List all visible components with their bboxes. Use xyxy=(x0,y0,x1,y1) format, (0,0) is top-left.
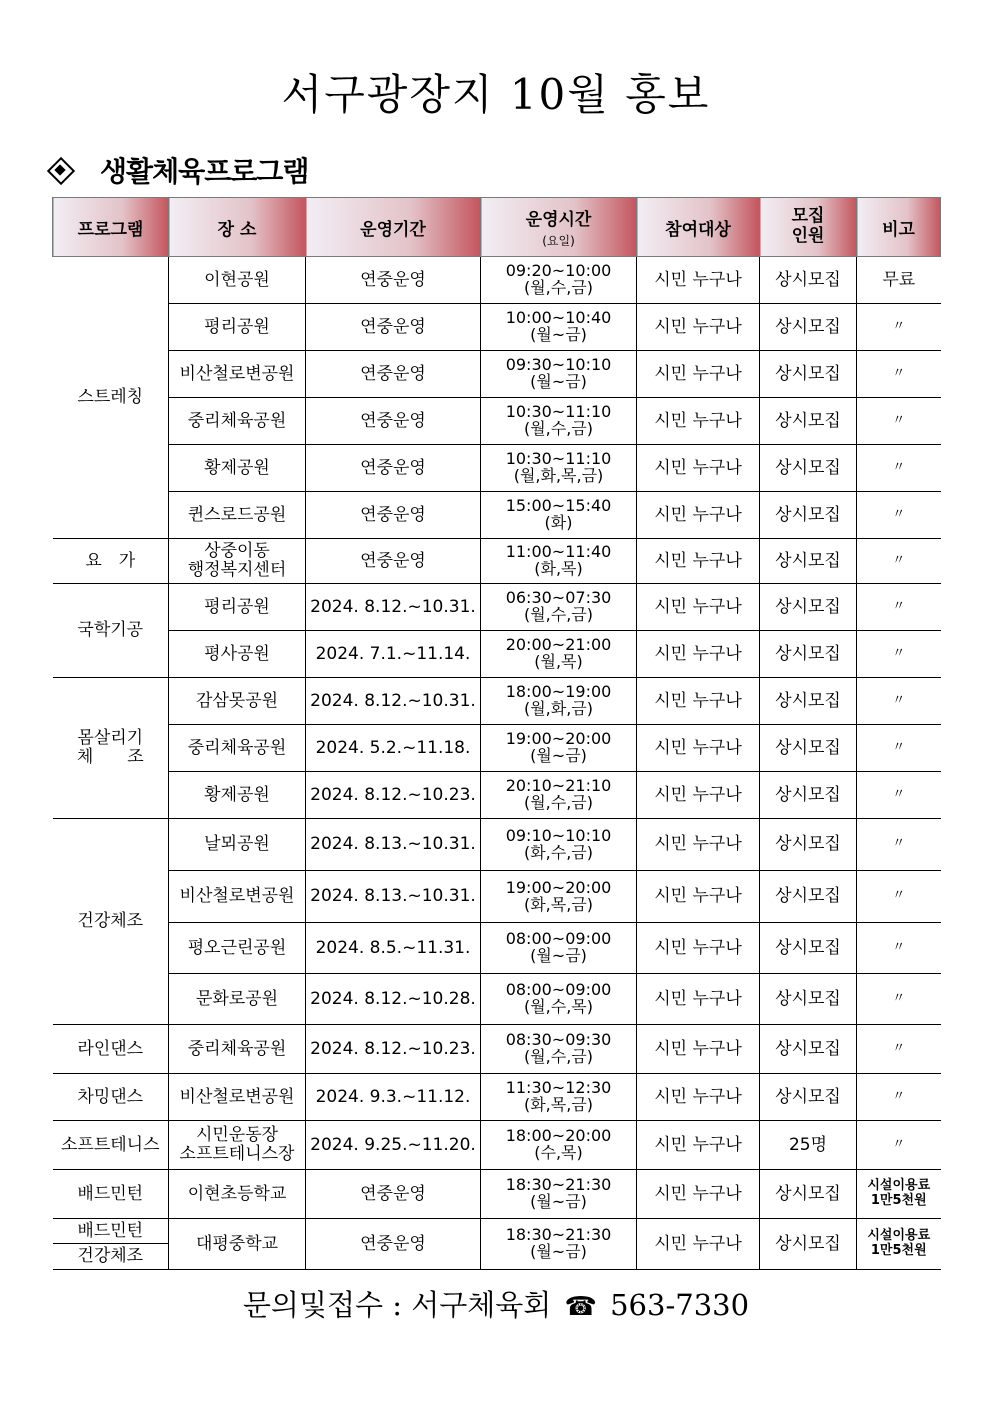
period-cell: 2024. 8.5.~11.31. xyxy=(306,923,481,974)
schedule-cell xyxy=(481,539,637,584)
recruit-cell: 상시모집 xyxy=(760,1219,857,1270)
target-cell: 시민 누구나 xyxy=(637,398,760,445)
days: (화) xyxy=(544,513,573,532)
days: (월,수,금) xyxy=(523,419,594,438)
note-cell: 〃 xyxy=(857,772,941,819)
place-cell: 시민운동장 소프트테니스장 xyxy=(169,1121,306,1170)
program-cell: 국학기공 xyxy=(53,584,169,678)
target-cell: 시민 누구나 xyxy=(637,871,760,923)
target-cell: 시민 누구나 xyxy=(637,819,760,871)
place-cell: 황제공원 xyxy=(169,445,306,492)
table-row xyxy=(53,351,941,398)
days: (월~금) xyxy=(530,1242,587,1261)
time-range: 18:00~20:00 xyxy=(505,1126,612,1146)
time-range: 10:00~10:40 xyxy=(505,308,612,328)
table-row xyxy=(53,725,941,772)
page-title: 서구광장지 10월 홍보 xyxy=(281,70,711,119)
table-row xyxy=(53,974,941,1025)
target-cell: 시민 누구나 xyxy=(637,492,760,539)
target-cell: 시민 누구나 xyxy=(637,584,760,631)
recruit-cell: 상시모집 xyxy=(760,631,857,678)
note-cell: 〃 xyxy=(857,304,941,351)
table-row xyxy=(53,492,941,539)
place-cell: 평리공원 xyxy=(169,584,306,631)
time-range: 11:00~11:40 xyxy=(505,542,612,562)
recruit-cell: 상시모집 xyxy=(760,1025,857,1074)
period-cell: 2024. 8.12.~10.23. xyxy=(306,772,481,819)
time-range: 08:00~09:00 xyxy=(505,980,612,1000)
place-cell: 비산철로변공원 xyxy=(169,351,306,398)
period-cell: 연중운영 xyxy=(306,304,481,351)
target-cell: 시민 누구나 xyxy=(637,445,760,492)
schedule-cell xyxy=(481,631,637,678)
recruit-cell: 상시모집 xyxy=(760,923,857,974)
program-cell: 요 가 xyxy=(53,539,169,584)
place-cell: 중리체육공원 xyxy=(169,725,306,772)
table-row xyxy=(53,445,941,492)
note-cell: 〃 xyxy=(857,678,941,725)
period-cell: 연중운영 xyxy=(306,1219,481,1270)
time-range: 10:30~11:10 xyxy=(505,402,612,422)
table-row xyxy=(53,631,941,678)
days: (월,수,금) xyxy=(523,793,594,812)
table-row xyxy=(53,304,941,351)
period-cell: 2024. 8.12.~10.23. xyxy=(306,1025,481,1074)
days: (화,목,금) xyxy=(523,1095,594,1114)
days: (월~금) xyxy=(530,746,587,765)
schedule-cell xyxy=(481,772,637,819)
note-cell: 〃 xyxy=(857,398,941,445)
note-cell: 시설이용료 1만5천원 xyxy=(857,1219,941,1270)
days: (수,목) xyxy=(534,1143,583,1162)
time-range: 09:10~10:10 xyxy=(505,825,612,845)
days: (화,수,금) xyxy=(523,842,594,862)
recruit-cell: 상시모집 xyxy=(760,974,857,1025)
schedule-cell xyxy=(481,1025,637,1074)
note-cell: 〃 xyxy=(857,1074,941,1121)
diamond-bullet-icon xyxy=(48,158,72,182)
schedule-cell xyxy=(481,1121,637,1170)
note-cell: 〃 xyxy=(857,725,941,772)
table-row xyxy=(53,819,941,871)
place-cell: 이현공원 xyxy=(169,257,306,304)
target-cell: 시민 누구나 xyxy=(637,257,760,304)
section-heading xyxy=(48,150,308,190)
table-row xyxy=(53,398,941,445)
program-cell: 라인댄스 xyxy=(53,1025,169,1074)
recruit-cell: 상시모집 xyxy=(760,539,857,584)
target-cell: 시민 누구나 xyxy=(637,539,760,584)
note-cell: 〃 xyxy=(857,1025,941,1074)
target-cell: 시민 누구나 xyxy=(637,974,760,1025)
table-row xyxy=(53,923,941,974)
days: (월~금) xyxy=(530,372,587,391)
recruit-cell: 상시모집 xyxy=(760,772,857,819)
place-cell: 평오근린공원 xyxy=(169,923,306,974)
place-cell: 평리공원 xyxy=(169,304,306,351)
schedule-cell xyxy=(481,257,637,304)
table-row xyxy=(53,1121,941,1170)
recruit-cell: 상시모집 xyxy=(760,398,857,445)
schedule-cell xyxy=(481,398,637,445)
note-cell: 시설이용료 1만5천원 xyxy=(857,1170,941,1219)
target-cell: 시민 누구나 xyxy=(637,351,760,398)
note-cell: 〃 xyxy=(857,871,941,923)
phone-number: 563-7330 xyxy=(610,1288,750,1322)
note-cell: 〃 xyxy=(857,351,941,398)
time-range: 09:30~10:10 xyxy=(505,355,612,375)
days: (화,목) xyxy=(534,559,583,578)
note-cell: 〃 xyxy=(857,819,941,871)
days: (화,목,금) xyxy=(523,894,594,914)
schedule-cell xyxy=(481,584,637,631)
table-row xyxy=(53,1074,941,1121)
period-cell: 연중운영 xyxy=(306,539,481,584)
header-target: 참여대상 xyxy=(637,198,760,257)
table-row xyxy=(53,1170,941,1219)
table-row xyxy=(53,871,941,923)
schedule-cell xyxy=(481,351,637,398)
place-cell: 대평중학교 xyxy=(169,1219,306,1270)
note-cell: 〃 xyxy=(857,584,941,631)
table-row xyxy=(53,772,941,819)
period-cell: 2024. 8.12.~10.31. xyxy=(306,678,481,725)
place-cell: 퀸스로드공원 xyxy=(169,492,306,539)
place-cell: 이현초등학교 xyxy=(169,1170,306,1219)
program-cell: 몸살리기 체 조 xyxy=(53,678,169,819)
schedule-cell xyxy=(481,923,637,974)
time-range: 15:00~15:40 xyxy=(505,496,612,516)
telephone-icon: ☎ xyxy=(564,1292,597,1322)
note-cell: 〃 xyxy=(857,923,941,974)
period-cell: 연중운영 xyxy=(306,1170,481,1219)
period-cell: 2024. 7.1.~11.14. xyxy=(306,631,481,678)
period-cell: 2024. 5.2.~11.18. xyxy=(306,725,481,772)
recruit-cell: 상시모집 xyxy=(760,678,857,725)
note-cell: 〃 xyxy=(857,539,941,584)
period-cell: 2024. 8.13.~10.31. xyxy=(306,819,481,871)
section-title: 생활체육프로그램 xyxy=(100,155,309,188)
days: (월,화,금) xyxy=(523,699,594,718)
days: (월~금) xyxy=(530,1192,587,1211)
period-cell: 연중운영 xyxy=(306,492,481,539)
time-range: 08:30~09:30 xyxy=(505,1030,612,1050)
header-time: 운영시간 (요일) xyxy=(481,198,637,257)
program-table xyxy=(52,197,941,1270)
program-name: 배드민턴 xyxy=(53,1219,169,1244)
recruit-cell: 상시모집 xyxy=(760,584,857,631)
recruit-cell: 상시모집 xyxy=(760,725,857,772)
period-cell: 2024. 8.12.~10.31. xyxy=(306,584,481,631)
time-range: 06:30~07:30 xyxy=(505,588,612,608)
schedule-cell xyxy=(481,304,637,351)
program-cell: 건강체조 xyxy=(53,819,169,1025)
note-cell: 무료 xyxy=(857,257,941,304)
days: (월,수,목) xyxy=(523,997,594,1016)
time-range: 18:00~19:00 xyxy=(505,682,612,702)
note-cell: 〃 xyxy=(857,974,941,1025)
time-range: 20:00~21:00 xyxy=(505,635,612,655)
period-cell: 2024. 8.13.~10.31. xyxy=(306,871,481,923)
recruit-cell: 상시모집 xyxy=(760,257,857,304)
target-cell: 시민 누구나 xyxy=(637,1170,760,1219)
time-range: 20:10~21:10 xyxy=(505,776,612,796)
schedule-cell xyxy=(481,1219,637,1270)
period-cell: 2024. 9.25.~11.20. xyxy=(306,1121,481,1170)
table-row xyxy=(53,1219,941,1270)
schedule-cell xyxy=(481,974,637,1025)
time-range: 18:30~21:30 xyxy=(505,1225,612,1245)
note-cell: 〃 xyxy=(857,1121,941,1170)
program-cell: 스트레칭 xyxy=(53,257,169,539)
days: (월,화,목,금) xyxy=(513,466,604,485)
time-range: 10:30~11:10 xyxy=(505,449,612,469)
target-cell: 시민 누구나 xyxy=(637,1074,760,1121)
header-recruit: 모집 인원 xyxy=(760,198,857,257)
note-cell: 〃 xyxy=(857,631,941,678)
days: (월~금) xyxy=(530,325,587,344)
target-cell: 시민 누구나 xyxy=(637,1219,760,1270)
recruit-cell: 상시모집 xyxy=(760,819,857,871)
schedule-cell xyxy=(481,445,637,492)
recruit-cell: 상시모집 xyxy=(760,871,857,923)
target-cell: 시민 누구나 xyxy=(637,1121,760,1170)
recruit-cell: 상시모집 xyxy=(760,1074,857,1121)
schedule-cell xyxy=(481,819,637,871)
time-range: 08:00~09:00 xyxy=(505,929,612,949)
schedule-cell xyxy=(481,678,637,725)
table-header-row xyxy=(53,198,941,257)
place-cell: 문화로공원 xyxy=(169,974,306,1025)
time-range: 09:20~10:00 xyxy=(505,261,612,281)
period-cell: 연중운영 xyxy=(306,351,481,398)
target-cell: 시민 누구나 xyxy=(637,923,760,974)
place-cell: 상중이동 행정복지센터 xyxy=(169,539,306,584)
target-cell: 시민 누구나 xyxy=(637,304,760,351)
header-period: 운영기간 xyxy=(306,198,481,257)
period-cell: 연중운영 xyxy=(306,398,481,445)
contact-label: 문의및접수 : 서구체육회 xyxy=(242,1288,552,1322)
days: (월~금) xyxy=(530,946,587,965)
period-cell: 연중운영 xyxy=(306,445,481,492)
period-cell: 연중운영 xyxy=(306,257,481,304)
header-note: 비고 xyxy=(857,198,941,257)
program-cell: 차밍댄스 xyxy=(53,1074,169,1121)
place-cell: 황제공원 xyxy=(169,772,306,819)
days: (월,목) xyxy=(534,652,583,671)
days: (월,수,금) xyxy=(523,605,594,624)
schedule-cell xyxy=(481,492,637,539)
days: (월,수,금) xyxy=(523,278,594,297)
recruit-cell: 상시모집 xyxy=(760,492,857,539)
note-cell: 〃 xyxy=(857,492,941,539)
recruit-cell: 상시모집 xyxy=(760,304,857,351)
time-range: 18:30~21:30 xyxy=(505,1175,612,1195)
place-cell: 중리체육공원 xyxy=(169,398,306,445)
program-cell: 소프트테니스 xyxy=(53,1121,169,1170)
recruit-cell: 상시모집 xyxy=(760,445,857,492)
header-program: 프로그램 xyxy=(53,198,169,257)
schedule-cell xyxy=(481,1170,637,1219)
table-row xyxy=(53,678,941,725)
program-cell: 배드민턴 xyxy=(53,1170,169,1219)
place-cell: 감삼못공원 xyxy=(169,678,306,725)
table-row xyxy=(53,1025,941,1074)
target-cell: 시민 누구나 xyxy=(637,631,760,678)
place-cell: 중리체육공원 xyxy=(169,1025,306,1074)
recruit-cell: 25명 xyxy=(760,1121,857,1170)
time-range: 19:00~20:00 xyxy=(505,877,612,897)
recruit-cell: 상시모집 xyxy=(760,351,857,398)
table-row xyxy=(53,584,941,631)
days: (월,수,금) xyxy=(523,1047,594,1066)
schedule-cell xyxy=(481,725,637,772)
table-row xyxy=(53,257,941,304)
place-cell: 평사공원 xyxy=(169,631,306,678)
program-cell xyxy=(53,1219,169,1270)
recruit-cell: 상시모집 xyxy=(760,1170,857,1219)
program-name-2: 건강체조 xyxy=(77,1246,144,1266)
footer-contact xyxy=(0,1283,992,1324)
target-cell: 시민 누구나 xyxy=(637,725,760,772)
target-cell: 시민 누구나 xyxy=(637,772,760,819)
time-range: 19:00~20:00 xyxy=(505,729,612,749)
target-cell: 시민 누구나 xyxy=(637,678,760,725)
note-cell: 〃 xyxy=(857,445,941,492)
schedule-cell xyxy=(481,871,637,923)
place-cell: 비산철로변공원 xyxy=(169,871,306,923)
schedule-cell xyxy=(481,1074,637,1121)
time-range: 11:30~12:30 xyxy=(505,1078,612,1098)
header-place: 장 소 xyxy=(169,198,306,257)
period-cell: 2024. 8.12.~10.28. xyxy=(306,974,481,1025)
table-row xyxy=(53,539,941,584)
place-cell: 날뫼공원 xyxy=(169,819,306,871)
period-cell: 2024. 9.3.~11.12. xyxy=(306,1074,481,1121)
place-cell: 비산철로변공원 xyxy=(169,1074,306,1121)
target-cell: 시민 누구나 xyxy=(637,1025,760,1074)
